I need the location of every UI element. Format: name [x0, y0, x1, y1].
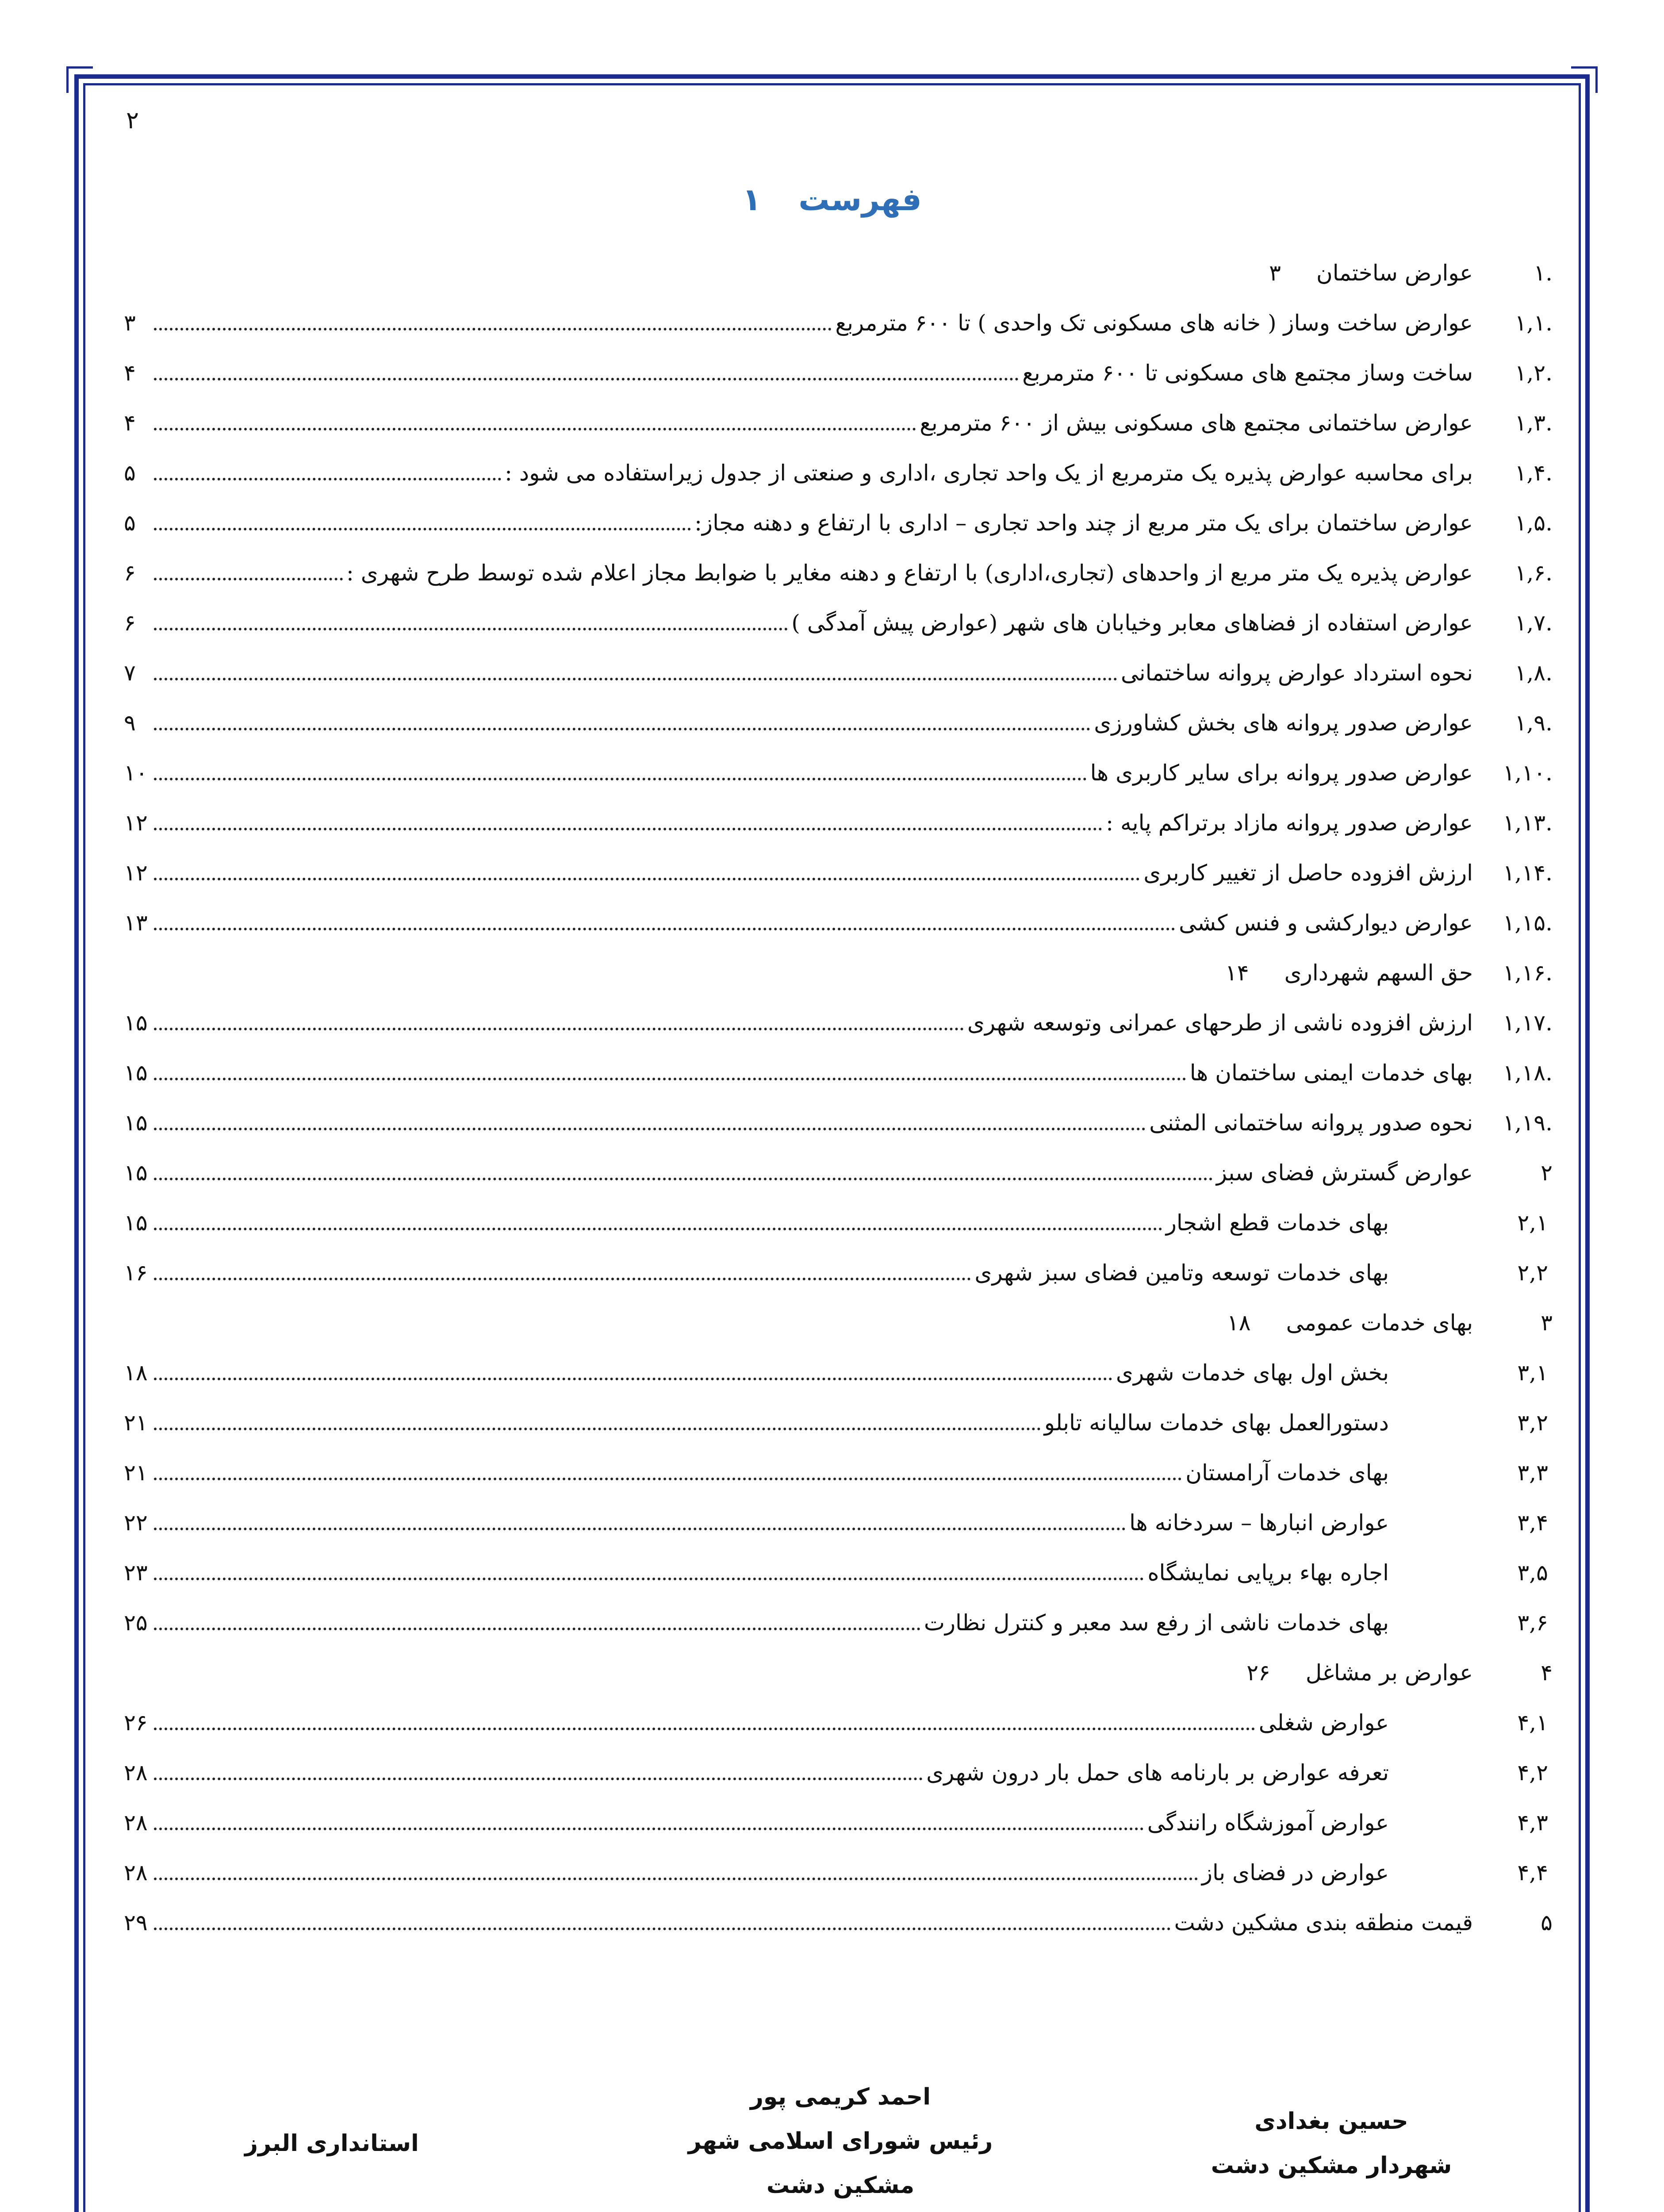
toc-entry-page: ۲۱ — [124, 1409, 148, 1436]
toc-entry[interactable] — [124, 848, 1553, 898]
toc-entry[interactable] — [124, 1448, 1553, 1498]
toc-entry-number: .۱,۱۳ — [1503, 810, 1553, 836]
governorate-name: استانداری البرز — [245, 2130, 419, 2157]
toc-dot-leader — [154, 1928, 1171, 1930]
toc-entry-page: ۱۳ — [124, 910, 148, 936]
toc-entry-title: عوارض صدور پروانه مازاد برتراکم پایه : — [1106, 810, 1473, 836]
toc-entry-page: ۵ — [124, 460, 136, 486]
toc-entry-page: ۶ — [124, 560, 136, 586]
toc-dot-leader — [154, 728, 1090, 730]
toc-entry[interactable] — [124, 348, 1553, 398]
toc-entry-page: ۲۲ — [124, 1509, 148, 1536]
toc-entry[interactable] — [124, 948, 1553, 998]
toc-entry-page: ۲۸ — [124, 1809, 148, 1836]
signature-council-head — [663, 2075, 1017, 2208]
toc-entry[interactable] — [124, 1598, 1553, 1647]
toc-dot-leader — [154, 1228, 1162, 1230]
toc-dot-leader — [154, 1178, 1213, 1180]
toc-entry[interactable] — [124, 1348, 1553, 1398]
toc-dot-leader — [154, 1578, 1144, 1580]
toc-entry[interactable] — [124, 798, 1553, 848]
toc-entry-page: ۱۵ — [124, 1210, 148, 1236]
toc-entry-title: بخش اول بهای خدمات شهری — [1116, 1359, 1389, 1386]
toc-entry[interactable] — [124, 498, 1553, 548]
toc-entry-number: .۱,۵ — [1514, 510, 1553, 536]
toc-entry-page: ۱۵ — [124, 1060, 148, 1086]
toc-entry-page: ۴ — [124, 360, 136, 386]
toc-entry[interactable] — [124, 248, 1553, 298]
toc-entry-number: .۱,۱۵ — [1503, 910, 1553, 936]
toc-entry-title: عوارض صدور پروانه برای سایر کاربری ها — [1090, 760, 1473, 786]
signature-mayor — [1177, 2099, 1486, 2188]
toc-entry-title: ارزش افزوده حاصل از تغییر کاربری — [1143, 860, 1473, 886]
toc-entry-page: ۲۱ — [124, 1459, 148, 1486]
toc-entry-title: اجاره بهاء برپایی نمایشگاه — [1147, 1559, 1389, 1586]
toc-dot-leader — [154, 1428, 1041, 1430]
table-of-contents — [124, 248, 1553, 1947]
toc-entry-title: حق السهم شهرداری — [1284, 960, 1473, 986]
toc-entry-number: .۱,۱۴ — [1503, 860, 1553, 886]
toc-entry-page: ۳ — [124, 310, 136, 336]
toc-entry-number: .۱ — [1534, 260, 1553, 286]
toc-entry[interactable] — [124, 698, 1553, 748]
toc-dot-leader — [154, 428, 916, 430]
toc-entry-number: .۱,۲ — [1514, 360, 1553, 386]
toc-entry[interactable] — [124, 1398, 1553, 1448]
border-corner-ornament — [1571, 66, 1598, 93]
toc-entry-number: .۱,۷ — [1514, 610, 1553, 636]
toc-entry-title: بهای خدمات توسعه وتامین فضای سبز شهری — [974, 1260, 1389, 1286]
toc-entry-number: ۴,۱ — [1517, 1709, 1548, 1736]
toc-entry-title: بهای خدمات ایمنی ساختمان ها — [1189, 1060, 1473, 1086]
toc-entry-number: .۱,۱۸ — [1503, 1060, 1553, 1086]
toc-entry-title: نحوه استرداد عوارض پروانه ساختمانی — [1121, 660, 1473, 686]
toc-entry-title: بهای خدمات عمومی — [1286, 1310, 1473, 1336]
toc-entry-page: ۲۶ — [1246, 1659, 1270, 1686]
toc-entry-number: .۱,۳ — [1514, 410, 1553, 436]
toc-dot-leader — [154, 478, 501, 480]
toc-entry-page: ۱۶ — [124, 1260, 148, 1286]
toc-dot-leader — [154, 878, 1140, 880]
mayor-role: شهردار مشکین دشت — [1211, 2152, 1452, 2179]
toc-entry[interactable] — [124, 1148, 1553, 1198]
toc-entry-title: تعرفه عوارض بر بارنامه های حمل بار درون شهری — [926, 1759, 1389, 1786]
toc-entry-title: برای محاسبه عوارض پذیره یک مترمربع از یک واحد تجاری ،اداری و صنعتی از جدول زیراستفاده می شود : — [505, 460, 1473, 486]
toc-dot-leader — [154, 578, 343, 580]
toc-entry[interactable] — [124, 648, 1553, 698]
toc-entry-number: ۴,۴ — [1517, 1859, 1548, 1886]
toc-entry-title: ارزش افزوده ناشی از طرحهای عمرانی وتوسعه شهری — [967, 1010, 1473, 1036]
toc-entry-page: ۱۸ — [1227, 1310, 1251, 1336]
toc-entry-number: .۱,۱۹ — [1503, 1110, 1553, 1136]
toc-entry-page: ۲۵ — [124, 1609, 148, 1636]
toc-entry-page: ۴ — [124, 410, 136, 436]
toc-entry-page: ۹ — [124, 710, 136, 736]
toc-entry[interactable] — [124, 1548, 1553, 1598]
toc-entry-title: عوارض انبارها – سردخانه ها — [1129, 1509, 1389, 1536]
toc-heading-number: ۱ — [742, 181, 761, 218]
toc-entry-number: ۲,۱ — [1517, 1210, 1548, 1236]
toc-entry-number: ۳,۵ — [1517, 1559, 1548, 1586]
toc-dot-leader — [154, 528, 691, 530]
toc-dot-leader — [154, 1728, 1255, 1730]
toc-entry-title: عوارض ساخت وساز ( خانه های مسکونی تک واحدی ) تا ۶۰۰ مترمربع — [835, 310, 1473, 336]
toc-entry-title: قیمت منطقه بندی مشکین دشت — [1174, 1909, 1473, 1936]
toc-entry[interactable] — [124, 1647, 1553, 1697]
toc-entry-page: ۲۹ — [124, 1909, 148, 1936]
toc-entry-page: ۵ — [124, 510, 136, 536]
toc-entry-page: ۱۸ — [124, 1359, 148, 1386]
toc-entry-number: ۳,۱ — [1517, 1359, 1548, 1386]
toc-entry-number: ۴,۳ — [1517, 1809, 1548, 1836]
toc-entry[interactable] — [124, 1797, 1553, 1847]
toc-entry[interactable] — [124, 748, 1553, 798]
toc-entry-number: .۱,۹ — [1514, 710, 1553, 736]
toc-entry-title: عوارض شغلی — [1258, 1709, 1389, 1736]
toc-dot-leader — [154, 1878, 1198, 1880]
toc-entry[interactable] — [124, 1847, 1553, 1897]
toc-entry-page: ۱۴ — [1225, 960, 1249, 986]
toc-entry-title: ساخت وساز مجتمع های مسکونی تا ۶۰۰ مترمربع — [1022, 360, 1473, 386]
toc-dot-leader — [154, 1028, 964, 1030]
toc-dot-leader — [154, 928, 1175, 930]
toc-entry-number: ۵ — [1541, 1909, 1553, 1936]
toc-dot-leader — [154, 1528, 1126, 1530]
toc-entry-page: ۳ — [1269, 260, 1281, 286]
council-head-name: احمد کریمی پور — [750, 2084, 931, 2110]
toc-dot-leader — [154, 1278, 971, 1280]
toc-entry-page: ۶ — [124, 610, 136, 636]
toc-entry[interactable] — [124, 298, 1553, 348]
toc-entry-title: عوارض ساختمان برای یک متر مربع از چند واحد تجاری – اداری با ارتفاع و دهنه مجاز: — [694, 510, 1473, 536]
toc-entry-number: ۳,۲ — [1517, 1409, 1548, 1436]
toc-entry-number: ۲,۲ — [1517, 1260, 1548, 1286]
toc-dot-leader — [154, 828, 1102, 830]
toc-dot-leader — [154, 1078, 1186, 1080]
toc-entry-number: ۲ — [1541, 1160, 1553, 1186]
toc-entry-number: .۱,۱ — [1514, 310, 1553, 336]
toc-entry[interactable] — [124, 1747, 1553, 1797]
toc-entry-number: ۳ — [1541, 1310, 1553, 1336]
toc-entry-page: ۱۵ — [124, 1160, 148, 1186]
toc-entry-title: بهای خدمات آرامستان — [1185, 1459, 1389, 1486]
toc-entry[interactable] — [124, 1198, 1553, 1248]
toc-entry[interactable] — [124, 398, 1553, 448]
toc-entry-page: ۲۸ — [124, 1859, 148, 1886]
toc-entry-title: نحوه صدور پروانه ساختمانی المثنی — [1149, 1110, 1473, 1136]
toc-entry-title: دستورالعمل بهای خدمات سالیانه تابلو — [1044, 1409, 1389, 1436]
mayor-name: حسین بغدادی — [1254, 2108, 1408, 2135]
toc-dot-leader — [154, 1378, 1112, 1380]
toc-dot-leader — [154, 678, 1117, 680]
toc-entry-title: بهای خدمات قطع اشجار — [1166, 1210, 1389, 1236]
toc-entry[interactable] — [124, 1248, 1553, 1298]
toc-entry-title: عوارض پذیره یک متر مربع از واحدهای (تجاری،اداری) با ارتفاع و دهنه مغایر با ضوابط مجاز اعلام شده توسط طرح شهری : — [346, 560, 1473, 586]
toc-entry-page: ۱۵ — [124, 1010, 148, 1036]
toc-entry-number: ۳,۶ — [1517, 1609, 1548, 1636]
toc-entry-page: ۲۳ — [124, 1559, 148, 1586]
toc-entry[interactable] — [124, 1098, 1553, 1148]
toc-entry-number: ۳,۳ — [1517, 1459, 1548, 1486]
council-head-role: رئیس شورای اسلامی شهر — [688, 2128, 993, 2154]
toc-entry-title: عوارض دیوارکشی و فنس کشی — [1179, 910, 1473, 936]
toc-entry[interactable] — [124, 598, 1553, 648]
toc-entry-number: ۴ — [1541, 1659, 1553, 1686]
toc-entry-page: ۱۲ — [124, 810, 148, 836]
toc-heading — [0, 181, 1664, 218]
toc-entry-number: .۱,۴ — [1514, 460, 1553, 486]
toc-entry-title: عوارض استفاده از فضاهای معابر وخیابان های شهر (عوارض پیش آمدگی ) — [791, 610, 1473, 636]
toc-entry-title: عوارض آموزشگاه رانندگی — [1147, 1809, 1389, 1836]
border-corner-ornament — [66, 66, 93, 93]
toc-entry-page: ۲۸ — [124, 1759, 148, 1786]
toc-entry-number: .۱,۸ — [1514, 660, 1553, 686]
toc-entry-number: .۱,۱۶ — [1503, 960, 1553, 986]
toc-entry[interactable] — [124, 1697, 1553, 1747]
toc-entry-page: ۱۲ — [124, 860, 148, 886]
toc-entry-title: عوارض ساختمانی مجتمع های مسکونی بیش از ۶۰۰ مترمربع — [920, 410, 1473, 436]
toc-dot-leader — [154, 1628, 920, 1630]
toc-heading-word: فهرست — [798, 181, 922, 218]
toc-entry-number: .۱,۶ — [1514, 560, 1553, 586]
toc-entry[interactable] — [124, 1498, 1553, 1548]
toc-entry[interactable] — [124, 548, 1553, 598]
toc-dot-leader — [154, 1478, 1182, 1480]
toc-entry-number: .۱,۱۰ — [1503, 760, 1553, 786]
toc-entry[interactable] — [124, 448, 1553, 498]
toc-dot-leader — [154, 628, 788, 630]
toc-entry-title: عوارض ساختمان — [1316, 260, 1473, 286]
page-number: ۲ — [126, 106, 139, 134]
toc-entry[interactable] — [124, 998, 1553, 1048]
toc-dot-leader — [154, 778, 1087, 780]
toc-entry-title: عوارض صدور پروانه های بخش کشاورزی — [1094, 710, 1473, 736]
toc-entry-number: .۱,۱۷ — [1503, 1010, 1553, 1036]
toc-entry[interactable] — [124, 1298, 1553, 1348]
toc-entry-title: بهای خدمات ناشی از رفع سد معبر و کنترل نظارت — [924, 1609, 1389, 1636]
toc-entry-title: عوارض بر مشاغل — [1305, 1659, 1473, 1686]
toc-dot-leader — [154, 328, 832, 330]
toc-entry[interactable] — [124, 1897, 1553, 1947]
toc-entry-page: ۷ — [124, 660, 136, 686]
toc-entry-number: ۴,۲ — [1517, 1759, 1548, 1786]
toc-dot-leader — [154, 1828, 1144, 1830]
signature-governorate — [199, 2121, 464, 2166]
toc-entry[interactable] — [124, 1048, 1553, 1098]
toc-dot-leader — [154, 378, 1019, 380]
toc-entry-page: ۱۵ — [124, 1110, 148, 1136]
toc-entry-title: عوارض در فضای باز — [1201, 1859, 1389, 1886]
toc-entry-number: ۳,۴ — [1517, 1509, 1548, 1536]
toc-entry-page: ۲۶ — [124, 1709, 148, 1736]
toc-entry-title: عوارض گسترش فضای سبز — [1216, 1160, 1473, 1186]
toc-dot-leader — [154, 1778, 923, 1780]
toc-dot-leader — [154, 1128, 1146, 1130]
toc-entry-page: ۱۰ — [124, 760, 148, 786]
toc-entry[interactable] — [124, 898, 1553, 948]
council-city: مشکین دشت — [766, 2172, 915, 2199]
